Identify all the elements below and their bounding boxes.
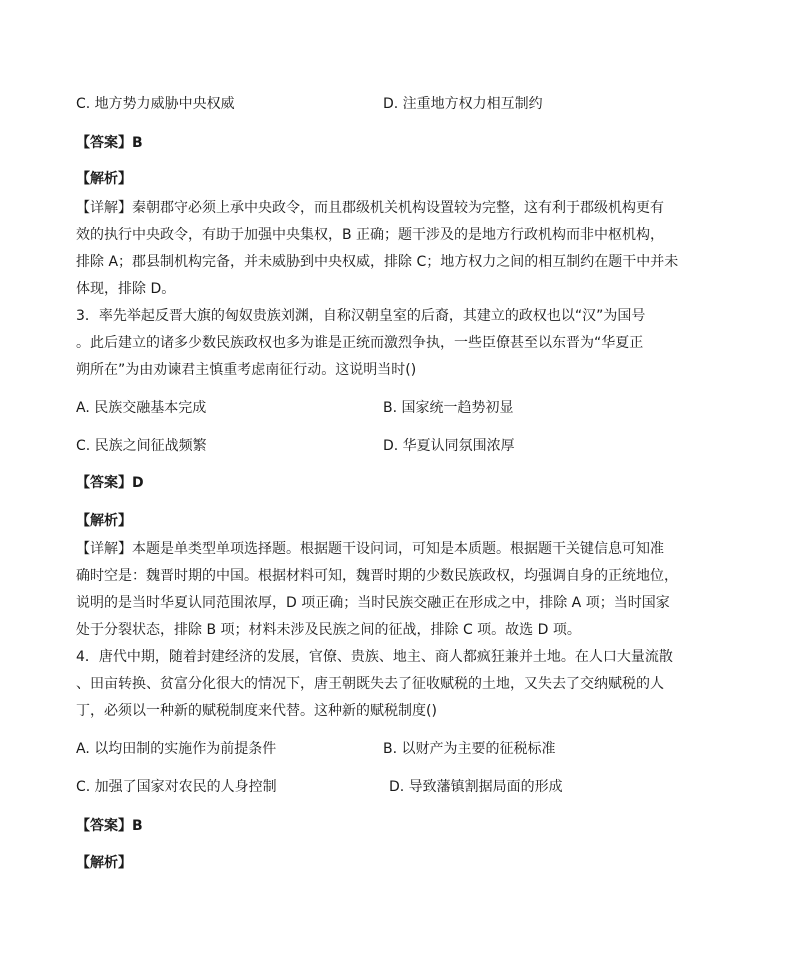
q4-stem-line: 、田亩转换、贫富分化很大的情况下，唐王朝既失去了征收赋税的土地，又失去了交纳赋税的人 (76, 676, 664, 692)
q3-detail-line: 【详解】本题是单类型单项选择题。根据题干设问词，可知是本质题。根据题干关键信息可知准 (76, 541, 664, 557)
q3-detail-line: 确时空是：魏晋时期的中国。根据材料可知，魏晋时期的少数民族政权，均强调自身的正统地位， (76, 568, 678, 584)
q3-stem-line: 朔所在”为由劝谏君主慎重考虑南征行动。这说明当时() (76, 362, 417, 378)
q2-detail-line: 【详解】秦朝郡守必须上承中央政令，而且郡级机关机构设置较为完整，这有利于郡级机构更有 (76, 200, 664, 216)
q2-detail-line: 效的执行中央政令，有助于加强中央集权，B 正确；题干涉及的是地方行政机构而非中枢机构， (76, 227, 665, 243)
q2-detail-line: 体现，排除 D。 (76, 281, 176, 297)
q3-detail-line: 处于分裂状态，排除 B 项；材料未涉及民族之间的征战，排除 C 项。故选 D 项。 (76, 622, 581, 638)
q2-analysis-label: 【解析】 (76, 171, 132, 187)
q4-answer: 【答案】B (76, 818, 143, 834)
q2-detail-line: 排除 A；郡县制机构完备，并未威胁到中央权威，排除 C；地方权力之间的相互制约在题干中并未 (76, 254, 679, 270)
q3-option-c: C. 民族之间征战频繁 (76, 438, 207, 454)
q3-analysis-label: 【解析】 (76, 513, 132, 529)
q2-option-c: C. 地方势力威胁中央权威 (76, 96, 235, 112)
q4-option-d: D. 导致藩镇割据局面的形成 (389, 779, 563, 795)
q2-option-d: D. 注重地方权力相互制约 (383, 96, 543, 112)
q3-option-a: A. 民族交融基本完成 (76, 400, 207, 416)
q4-analysis-label: 【解析】 (76, 855, 132, 871)
q3-option-b: B. 国家统一趋势初显 (383, 400, 514, 416)
q3-stem-line: 。此后建立的诸多少数民族政权也多为谁是正统而激烈争执，一些臣僚甚至以东晋为“华夏正 (76, 335, 644, 351)
q4-option-c: C. 加强了国家对农民的人身控制 (76, 779, 277, 795)
q3-detail-line: 说明的是当时华夏认同范围浓厚，D 项正确；当时民族交融正在形成之中，排除 A 项；当时国家 (76, 595, 670, 611)
q3-answer: 【答案】D (76, 475, 144, 491)
q4-option-b: B. 以财产为主要的征税标准 (383, 741, 556, 757)
q4-stem-line: 丁，必须以一种新的赋税制度来代替。这种新的赋税制度() (76, 703, 437, 719)
q3-option-d: D. 华夏认同氛围浓厚 (383, 438, 515, 454)
q4-option-a: A. 以均田制的实施作为前提条件 (76, 741, 277, 757)
q2-answer: 【答案】B (76, 135, 143, 151)
q4-stem-line: 4．唐代中期，随着封建经济的发展，官僚、贵族、地主、商人都疯狂兼并土地。在人口大量流散 (76, 649, 673, 665)
q3-stem-line: 3．率先举起反晋大旗的匈奴贵族刘渊，自称汉朝皇室的后裔，其建立的政权也以“汉”为国号 (76, 308, 646, 324)
